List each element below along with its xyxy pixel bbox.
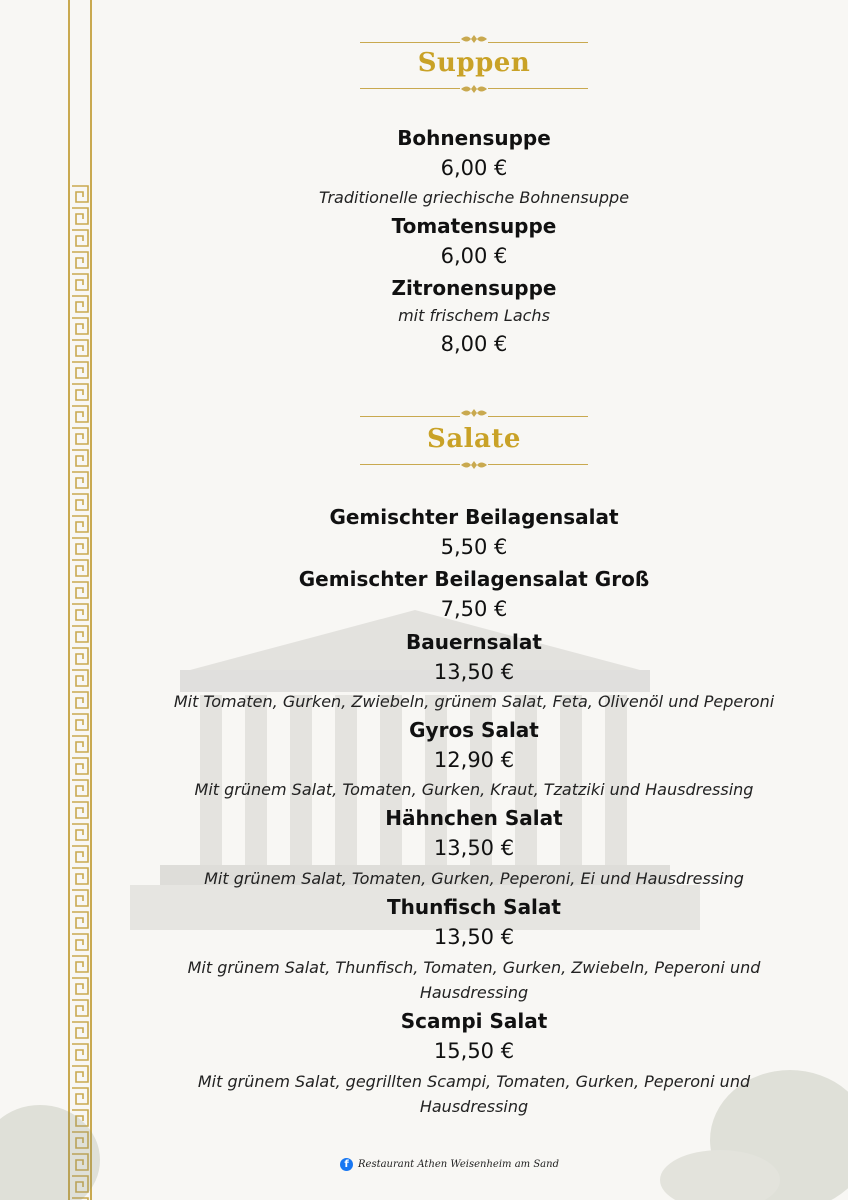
flourish-ornament: [459, 408, 489, 418]
menu-item-price: 5,50 €: [440, 535, 508, 559]
header-rule: [488, 464, 588, 465]
greek-key-motif: [72, 1000, 88, 1016]
menu-item-price: 6,00 €: [440, 156, 508, 180]
greek-key-motif: [72, 670, 88, 686]
greek-key-motif: [72, 340, 88, 356]
greek-key-motif: [72, 208, 88, 224]
menu-item-name: Tomatensuppe: [391, 214, 557, 238]
menu-item-name: Hähnchen Salat: [385, 806, 563, 830]
greek-key-motif: [72, 1022, 88, 1038]
menu-item-name: Thunfisch Salat: [387, 895, 561, 919]
greek-key-motif: [72, 516, 88, 532]
greek-key-motif: [72, 318, 88, 334]
menu-item-name: Bauernsalat: [406, 630, 542, 654]
menu-item-description: Mit grünem Salat, Thunfisch, Tomaten, Gurken, Zwiebeln, Peperoni und Hausdressing: [187, 958, 761, 1002]
flourish-ornament: [459, 460, 489, 470]
greek-key-motif: [72, 978, 88, 994]
greek-key-motif: [72, 736, 88, 752]
greek-key-motif: [72, 868, 88, 884]
greek-key-motif: [72, 956, 88, 972]
menu-item-name: Gemischter Beilagensalat Groß: [298, 567, 650, 591]
menu-item-price: 13,50 €: [433, 660, 515, 684]
header-rule: [360, 464, 460, 465]
greek-key-motif: [72, 934, 88, 950]
menu-item-name: Zitronensuppe: [391, 276, 557, 300]
menu-item-price: 7,50 €: [440, 597, 508, 621]
greek-key-motif: [72, 186, 88, 202]
header-rule: [488, 88, 588, 89]
menu-item-description: Mit grünem Salat, Tomaten, Gurken, Kraut, Tzatziki und Hausdressing: [194, 780, 754, 799]
section-title: Salate: [427, 424, 521, 454]
header-rule: [360, 416, 460, 417]
menu-item-description: Mit Tomaten, Gurken, Zwiebeln, grünem Salat, Feta, Olivenöl und Peperoni: [173, 692, 775, 711]
facebook-icon: f: [340, 1158, 353, 1171]
greek-key-motif: [72, 846, 88, 862]
greek-key-motif: [72, 274, 88, 290]
menu-item-description: Traditionelle griechische Bohnensuppe: [318, 188, 630, 207]
greek-key-motif: [72, 560, 88, 576]
greek-key-motif: [72, 362, 88, 378]
footer-text: Restaurant Athen Weisenheim am Sand: [358, 1159, 559, 1170]
header-rule: [360, 42, 460, 43]
menu-item-price: 8,00 €: [440, 332, 508, 356]
greek-key-motif: [72, 296, 88, 312]
section-title: Suppen: [417, 48, 531, 78]
menu-item-name: Gyros Salat: [409, 718, 539, 742]
greek-key-motif: [72, 802, 88, 818]
greek-key-motif: [72, 780, 88, 796]
section-header: [0, 405, 848, 475]
flourish-ornament: [459, 84, 489, 94]
menu-item-price: 6,00 €: [440, 244, 508, 268]
greek-key-motif: [72, 252, 88, 268]
menu-item-name: Scampi Salat: [400, 1009, 548, 1033]
greek-key-motif: [72, 824, 88, 840]
greek-key-motif: [72, 230, 88, 246]
header-rule: [488, 416, 588, 417]
menu-item-description: mit frischem Lachs: [398, 306, 550, 325]
flourish-ornament: [459, 34, 489, 44]
menu-item-name: Gemischter Beilagensalat: [329, 505, 619, 529]
foliage-decoration: [0, 1040, 848, 1200]
menu-item-description: Mit grünem Salat, gegrillten Scampi, Tomaten, Gurken, Peperoni und Hausdressing: [197, 1072, 751, 1116]
greek-key-motif: [72, 626, 88, 642]
greek-key-border: [66, 0, 94, 1200]
greek-key-motif: [72, 648, 88, 664]
header-rule: [360, 88, 460, 89]
greek-key-motif: [72, 604, 88, 620]
greek-key-motif: [72, 714, 88, 730]
menu-item-price: 12,90 €: [433, 748, 515, 772]
menu-item-description: Mit grünem Salat, Tomaten, Gurken, Peperoni, Ei und Hausdressing: [204, 869, 744, 888]
greek-key-motif: [72, 692, 88, 708]
header-rule: [488, 42, 588, 43]
menu-item-name: Bohnensuppe: [397, 126, 551, 150]
greek-key-motif: [72, 494, 88, 510]
greek-key-motif: [72, 758, 88, 774]
menu-item-price: 15,50 €: [433, 1039, 515, 1063]
footer[interactable]: [340, 1158, 559, 1171]
menu-item-price: 13,50 €: [433, 925, 515, 949]
menu-item-price: 13,50 €: [433, 836, 515, 860]
greek-key-motif: [72, 538, 88, 554]
greek-key-motif: [72, 890, 88, 906]
greek-key-motif: [72, 912, 88, 928]
greek-key-motif: [72, 384, 88, 400]
section-header: [0, 30, 848, 100]
greek-key-motif: [72, 582, 88, 598]
